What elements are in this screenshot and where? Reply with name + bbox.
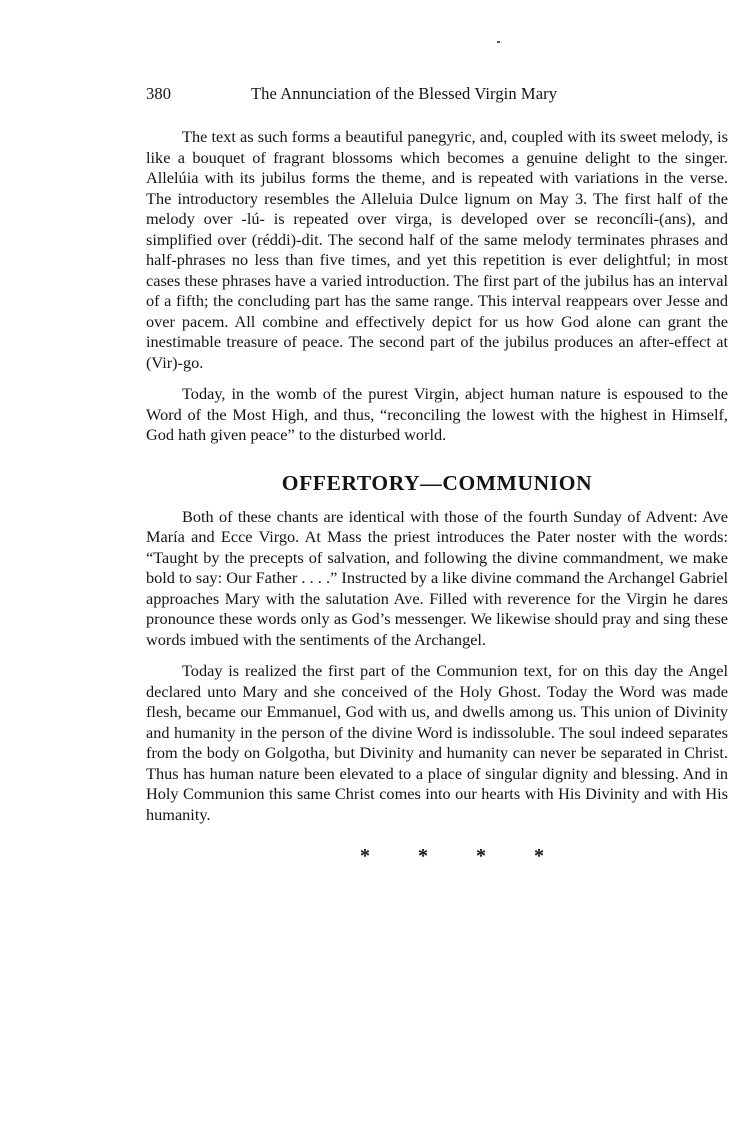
- paragraph-gradual-commentary: The text as such forms a beautiful panegyric, and, coupled with its sweet melody, is like a bouquet of fragrant blossoms which becomes a genuine delight to the singer. Allelúia with its jubilus forms the theme, and is repeated with variations in the verse. The introductory resembles the Alleluia Dulce lignum on May 3. The first half of the melody over -lú- is repeated over virga, is developed over se reconcíli-(ans), and simplified over (réddi)-dit. The second half of the same melody terminates phrases and half-phrases no less than five times, and yet this repetition is ever delightful; in most cases these phrases have a varied introduction. The first part of the jubilus has an interval of a fifth; the concluding part has the same range. This interval reappears over Jesse and over pacem. All combine and effectively depict for us how God alone can grant the inestimable treasure of peace. The second part of the jubilus produces an after-effect at (Vir)-go.: [146, 127, 728, 372]
- page-header: [146, 84, 728, 110]
- print-speck: [497, 41, 500, 43]
- paragraph-reconciling: Today, in the womb of the purest Virgin, abject human nature is espoused to the Word of the Most High, and thus, “reconciling the lowest with the highest in Himself, God hath given peace” to the disturbed world.: [146, 384, 728, 444]
- paragraph-offertory: Both of these chants are identical with those of the fourth Sunday of Advent: Ave María and Ecce Virgo. At Mass the priest introduces the Pater noster with the words: “Taught by the precepts of salvation, and following the divine commandment, we make bold to say: Our Father . . . .” Instructed by a like divine command the Archangel Gabriel approaches Mary with the salutation Ave. Filled with reverence for the Virgin he dares pronounce these words only as God’s messenger. We likewise should pray and sing these words imbued with the sentiments of the Archangel.: [146, 506, 728, 649]
- paragraph-communion: Today is realized the first part of the Communion text, for on this day the Angel declared unto Mary and she conceived of the Holy Ghost. Today the Word was made flesh, became our Emmanuel, God with us, and dwells among us. This union of Divinity and humanity in the person of the divine Word is indissoluble. The soul indeed separates from the body on Golgotha, but Divinity and humanity can never be separated in Christ. Thus has human nature been elevated to a place of singular dignity and blessing. And in Holy Communion this same Christ comes into our hearts with His Divinity and with His humanity.: [146, 661, 728, 824]
- running-title: The Annunciation of the Blessed Virgin Mary: [251, 84, 558, 103]
- star-divider: *: [534, 845, 544, 867]
- section-divider-stars: [146, 845, 728, 868]
- star-divider: *: [360, 845, 370, 867]
- book-page: [146, 84, 728, 868]
- section-title: OFFERTORY—COMMUNION: [281, 470, 593, 495]
- star-divider: *: [418, 845, 428, 867]
- star-divider: *: [476, 845, 486, 867]
- page-number: 380: [146, 84, 172, 103]
